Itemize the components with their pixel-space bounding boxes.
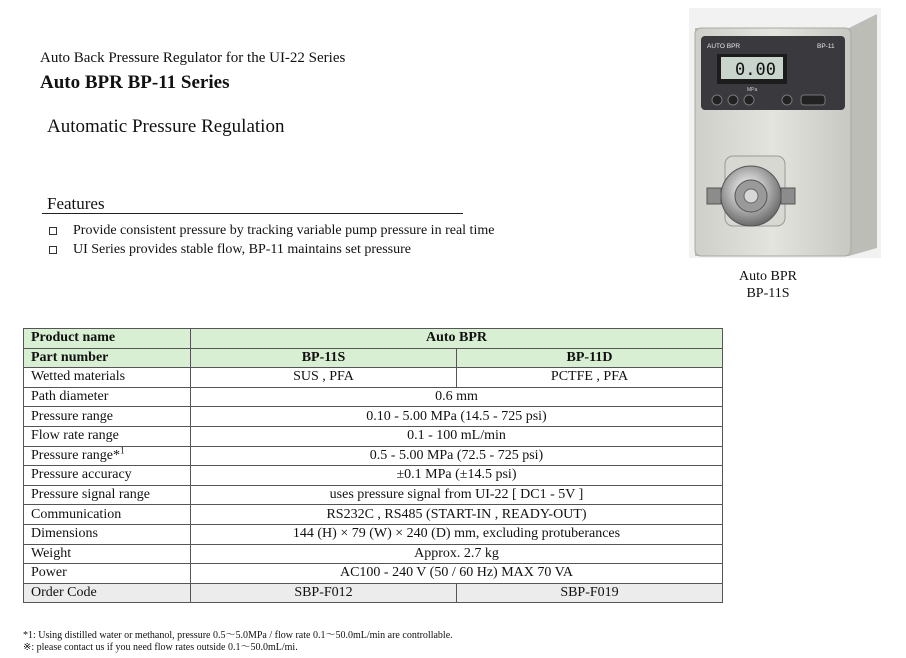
feature-text: Provide consistent pressure by tracking variable pump pressure in real time: [73, 223, 495, 238]
cell-value: 0.1 - 100 mL/min: [191, 426, 723, 446]
row-label: Product name: [24, 329, 191, 349]
table-row: [24, 407, 723, 427]
row-label: Wetted materials: [24, 368, 191, 388]
panel-button-icon: [801, 95, 825, 105]
row-label: Pressure accuracy: [24, 466, 191, 486]
table-row: [24, 368, 723, 388]
square-bullet-icon: [49, 227, 57, 235]
cell-value: BP-11D: [457, 348, 723, 368]
row-label: Dimensions: [24, 524, 191, 544]
table-row: [24, 485, 723, 505]
row-label: Order Code: [24, 583, 191, 603]
table-row: [24, 564, 723, 584]
cell-value: BP-11S: [191, 348, 457, 368]
cell-value: uses pressure signal from UI-22 [ DC1 - 5V ]: [191, 485, 723, 505]
footnote-marker: 1: [120, 445, 125, 456]
cell-value: ±0.1 MPa (±14.5 psi): [191, 466, 723, 486]
footnotes: [23, 630, 453, 654]
features-heading: Features: [47, 194, 105, 213]
table-row: [24, 387, 723, 407]
row-label: Power: [24, 564, 191, 584]
photo-caption-line: BP-11S: [746, 286, 790, 301]
row-label: Pressure range: [24, 407, 191, 427]
row-label: Part number: [24, 348, 191, 368]
table-row: [24, 583, 723, 603]
feature-text: UI Series provides stable flow, BP-11 maintains set pressure: [73, 242, 412, 257]
row-label: Path diameter: [24, 387, 191, 407]
section-headline: Automatic Pressure Regulation: [47, 116, 285, 137]
table-row: [24, 329, 723, 349]
lcd-unit: MPa: [747, 87, 758, 93]
row-label: Pressure signal range: [24, 485, 191, 505]
row-label-text: Pressure range*: [31, 447, 121, 463]
cell-value: SBP-F019: [457, 583, 723, 603]
table-row: [24, 524, 723, 544]
model-label: BP-11: [817, 43, 835, 50]
outlet-fitting: [781, 188, 795, 204]
table-row: [24, 466, 723, 486]
photo-caption: [718, 268, 818, 302]
feature-item: [47, 221, 494, 240]
footnote-text: ※: please contact us if you need flow rates outside 0.1～50.0mL/mi.: [23, 642, 298, 653]
valve-port: [744, 189, 758, 203]
cell-value: SBP-F012: [191, 583, 457, 603]
table-row: [24, 426, 723, 446]
cell-value: 0.5 - 5.00 MPa (72.5 - 725 psi): [191, 446, 723, 466]
table-row: [24, 544, 723, 564]
document-subtitle: Auto Back Pressure Regulator for the UI-22 Series: [40, 50, 346, 66]
inlet-fitting: [707, 188, 721, 204]
lcd-value: 0.00: [735, 60, 776, 80]
cell-value: SUS , PFA: [191, 368, 457, 388]
cell-value: 144 (H) × 79 (W) × 240 (D) mm, excluding protuberances: [191, 524, 723, 544]
square-bullet-icon: [49, 246, 57, 254]
cell-value: 0.10 - 5.00 MPa (14.5 - 725 psi): [191, 407, 723, 427]
row-label: Flow rate range: [24, 426, 191, 446]
row-label: Weight: [24, 544, 191, 564]
panel-button-icon: [782, 95, 792, 105]
features-divider: [42, 213, 463, 214]
feature-item: [47, 240, 494, 259]
table-row: [24, 348, 723, 368]
table-row: [24, 446, 723, 466]
table-row: [24, 505, 723, 525]
row-label: [24, 446, 191, 466]
cell-value: Auto BPR: [191, 329, 723, 349]
panel-button-icon: [744, 95, 754, 105]
brand-label: AUTO BPR: [707, 43, 741, 50]
photo-caption-line: Auto BPR: [739, 269, 797, 284]
cell-value: RS232C , RS485 (START-IN , READY-OUT): [191, 505, 723, 525]
row-label: Communication: [24, 505, 191, 525]
panel-button-icon: [728, 95, 738, 105]
panel-button-icon: [712, 95, 722, 105]
spec-table: [23, 328, 723, 603]
cell-value: 0.6 mm: [191, 387, 723, 407]
document-title: Auto BPR BP-11 Series: [40, 72, 230, 93]
cell-value: Approx. 2.7 kg: [191, 544, 723, 564]
footnote-text: *1: Using distilled water or methanol, pressure 0.5～5.0MPa / flow rate 0.1～50.0mL/min are controllable.: [23, 630, 453, 641]
cell-value: AC100 - 240 V (50 / 60 Hz) MAX 70 VA: [191, 564, 723, 584]
cell-value: PCTFE , PFA: [457, 368, 723, 388]
product-photo: [689, 8, 881, 258]
features-list: [47, 221, 494, 259]
